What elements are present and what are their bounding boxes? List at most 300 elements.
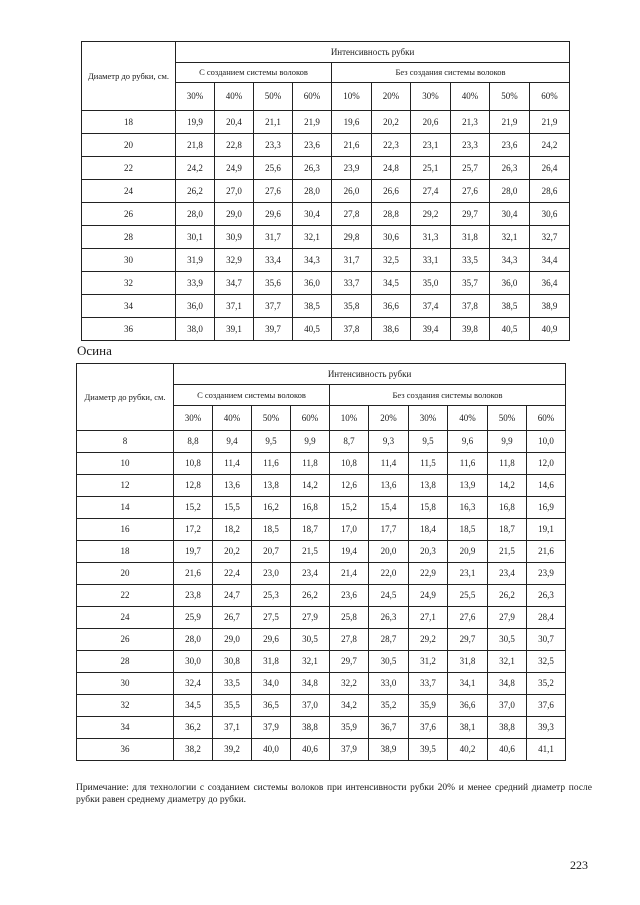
- table-row: [82, 226, 570, 249]
- value-cell: 31,8: [451, 226, 490, 249]
- value-cell: 30,4: [490, 203, 530, 226]
- value-cell: 27,9: [488, 607, 527, 629]
- value-cell: 20,4: [215, 111, 254, 134]
- value-cell: 26,4: [530, 157, 570, 180]
- value-cell: 19,9: [176, 111, 215, 134]
- value-cell: 29,6: [254, 203, 293, 226]
- table-row: [82, 203, 570, 226]
- value-cell: 40,5: [293, 318, 332, 341]
- value-cell: 15,5: [213, 497, 252, 519]
- page-number: 223: [570, 858, 588, 872]
- table-row: [77, 585, 566, 607]
- value-cell: 25,1: [411, 157, 451, 180]
- value-cell: 27,1: [409, 607, 448, 629]
- value-cell: 9,6: [448, 431, 488, 453]
- value-cell: 35,9: [330, 717, 369, 739]
- value-cell: 25,7: [451, 157, 490, 180]
- value-cell: 11,6: [252, 453, 291, 475]
- diameter-cell: 34: [77, 717, 174, 739]
- value-cell: 15,2: [330, 497, 369, 519]
- value-cell: 17,0: [330, 519, 369, 541]
- value-cell: 34,1: [448, 673, 488, 695]
- value-cell: 13,8: [409, 475, 448, 497]
- value-cell: 18,4: [409, 519, 448, 541]
- value-cell: 21,6: [174, 563, 213, 585]
- value-cell: 35,2: [527, 673, 566, 695]
- value-cell: 28,8: [372, 203, 411, 226]
- value-cell: 33,9: [176, 272, 215, 295]
- value-cell: 11,8: [488, 453, 527, 475]
- value-cell: 29,2: [411, 203, 451, 226]
- value-cell: 27,4: [411, 180, 451, 203]
- value-cell: 23,4: [488, 563, 527, 585]
- diameter-cell: 24: [77, 607, 174, 629]
- value-cell: 18,2: [213, 519, 252, 541]
- percent-header: 40%: [213, 406, 252, 431]
- value-cell: 37,8: [451, 295, 490, 318]
- value-cell: 37,6: [409, 717, 448, 739]
- value-cell: 24,8: [372, 157, 411, 180]
- value-cell: 34,7: [215, 272, 254, 295]
- value-cell: 24,9: [215, 157, 254, 180]
- value-cell: 39,2: [213, 739, 252, 761]
- value-cell: 38,5: [490, 295, 530, 318]
- value-cell: 11,4: [369, 453, 409, 475]
- table-row: [77, 431, 566, 453]
- value-cell: 24,2: [530, 134, 570, 157]
- value-cell: 25,3: [252, 585, 291, 607]
- value-cell: 31,3: [411, 226, 451, 249]
- diameter-cell: 10: [77, 453, 174, 475]
- value-cell: 34,4: [530, 249, 570, 272]
- value-cell: 41,1: [527, 739, 566, 761]
- table-row: [77, 651, 566, 673]
- value-cell: 9,3: [369, 431, 409, 453]
- value-cell: 27,6: [254, 180, 293, 203]
- value-cell: 30,4: [293, 203, 332, 226]
- percent-header: 60%: [293, 83, 332, 111]
- value-cell: 28,7: [369, 629, 409, 651]
- value-cell: 20,2: [372, 111, 411, 134]
- diameter-cell: 22: [82, 157, 176, 180]
- value-cell: 21,9: [530, 111, 570, 134]
- value-cell: 26,3: [527, 585, 566, 607]
- value-cell: 29,2: [409, 629, 448, 651]
- diameter-cell: 14: [77, 497, 174, 519]
- value-cell: 25,8: [330, 607, 369, 629]
- value-cell: 30,8: [213, 651, 252, 673]
- value-cell: 13,9: [448, 475, 488, 497]
- value-cell: 27,0: [215, 180, 254, 203]
- value-cell: 21,9: [293, 111, 332, 134]
- value-cell: 39,7: [254, 318, 293, 341]
- value-cell: 28,0: [293, 180, 332, 203]
- value-cell: 29,7: [451, 203, 490, 226]
- value-cell: 26,7: [213, 607, 252, 629]
- value-cell: 32,1: [490, 226, 530, 249]
- value-cell: 24,7: [213, 585, 252, 607]
- data-table-1: [81, 41, 570, 341]
- percent-header: 40%: [215, 83, 254, 111]
- value-cell: 39,5: [409, 739, 448, 761]
- value-cell: 18,7: [488, 519, 527, 541]
- value-cell: 33,5: [451, 249, 490, 272]
- value-cell: 21,8: [176, 134, 215, 157]
- value-cell: 23,3: [254, 134, 293, 157]
- value-cell: 37,6: [527, 695, 566, 717]
- percent-header: 30%: [174, 406, 213, 431]
- value-cell: 23,6: [490, 134, 530, 157]
- value-cell: 36,0: [176, 295, 215, 318]
- diameter-cell: 24: [82, 180, 176, 203]
- value-cell: 32,1: [488, 651, 527, 673]
- value-cell: 31,2: [409, 651, 448, 673]
- percent-header: 60%: [291, 406, 330, 431]
- value-cell: 14,2: [291, 475, 330, 497]
- table-body: [77, 431, 566, 761]
- value-cell: 39,3: [527, 717, 566, 739]
- value-cell: 30,7: [527, 629, 566, 651]
- value-cell: 11,6: [448, 453, 488, 475]
- value-cell: 31,7: [332, 249, 372, 272]
- value-cell: 32,7: [530, 226, 570, 249]
- value-cell: 23,6: [330, 585, 369, 607]
- value-cell: 26,0: [332, 180, 372, 203]
- value-cell: 32,2: [330, 673, 369, 695]
- value-cell: 14,2: [488, 475, 527, 497]
- value-cell: 38,1: [448, 717, 488, 739]
- value-cell: 27,8: [330, 629, 369, 651]
- value-cell: 16,3: [448, 497, 488, 519]
- value-cell: 17,7: [369, 519, 409, 541]
- value-cell: 20,7: [252, 541, 291, 563]
- value-cell: 12,8: [174, 475, 213, 497]
- percent-header: 30%: [176, 83, 215, 111]
- value-cell: 38,8: [488, 717, 527, 739]
- value-cell: 23,6: [293, 134, 332, 157]
- value-cell: 33,4: [254, 249, 293, 272]
- percent-header: 20%: [372, 83, 411, 111]
- value-cell: 37,0: [291, 695, 330, 717]
- value-cell: 36,4: [530, 272, 570, 295]
- value-cell: 34,8: [488, 673, 527, 695]
- value-cell: 9,4: [213, 431, 252, 453]
- value-cell: 32,4: [174, 673, 213, 695]
- value-cell: 40,0: [252, 739, 291, 761]
- value-cell: 37,1: [215, 295, 254, 318]
- percent-header: 10%: [332, 83, 372, 111]
- percent-header: 30%: [409, 406, 448, 431]
- value-cell: 23,1: [411, 134, 451, 157]
- table-row: [77, 607, 566, 629]
- value-cell: 38,0: [176, 318, 215, 341]
- table-row: [77, 541, 566, 563]
- diameter-cell: 30: [82, 249, 176, 272]
- value-cell: 28,0: [490, 180, 530, 203]
- data-table-2: [76, 363, 566, 761]
- value-cell: 29,0: [215, 203, 254, 226]
- with-skid-trails-header: С созданием системы волоков: [174, 385, 330, 406]
- value-cell: 30,5: [291, 629, 330, 651]
- value-cell: 40,5: [490, 318, 530, 341]
- value-cell: 16,8: [291, 497, 330, 519]
- value-cell: 38,2: [174, 739, 213, 761]
- diameter-column-header: Диаметр до рубки, см.: [82, 42, 176, 111]
- diameter-cell: 36: [77, 739, 174, 761]
- value-cell: 34,2: [330, 695, 369, 717]
- value-cell: 35,7: [451, 272, 490, 295]
- percent-header: 60%: [530, 83, 570, 111]
- value-cell: 8,8: [174, 431, 213, 453]
- value-cell: 22,8: [215, 134, 254, 157]
- value-cell: 20,0: [369, 541, 409, 563]
- diameter-cell: 32: [82, 272, 176, 295]
- value-cell: 34,8: [291, 673, 330, 695]
- value-cell: 23,8: [174, 585, 213, 607]
- value-cell: 26,3: [369, 607, 409, 629]
- percent-header: 50%: [252, 406, 291, 431]
- percent-header: 30%: [411, 83, 451, 111]
- value-cell: 13,8: [252, 475, 291, 497]
- value-cell: 37,9: [330, 739, 369, 761]
- diameter-cell: 18: [82, 111, 176, 134]
- value-cell: 21,5: [291, 541, 330, 563]
- value-cell: 12,6: [330, 475, 369, 497]
- value-cell: 24,2: [176, 157, 215, 180]
- percent-header: 10%: [330, 406, 369, 431]
- value-cell: 32,1: [293, 226, 332, 249]
- value-cell: 35,5: [213, 695, 252, 717]
- value-cell: 32,5: [372, 249, 411, 272]
- value-cell: 37,1: [213, 717, 252, 739]
- without-skid-trails-header: Без создания системы волоков: [332, 63, 570, 83]
- value-cell: 36,6: [448, 695, 488, 717]
- value-cell: 15,2: [174, 497, 213, 519]
- value-cell: 26,3: [490, 157, 530, 180]
- value-cell: 16,9: [527, 497, 566, 519]
- value-cell: 33,0: [369, 673, 409, 695]
- value-cell: 10,8: [174, 453, 213, 475]
- diameter-cell: 8: [77, 431, 174, 453]
- value-cell: 36,5: [252, 695, 291, 717]
- percent-header: 50%: [254, 83, 293, 111]
- value-cell: 34,3: [293, 249, 332, 272]
- table-body: [82, 111, 570, 341]
- value-cell: 9,5: [252, 431, 291, 453]
- value-cell: 21,6: [332, 134, 372, 157]
- value-cell: 30,6: [530, 203, 570, 226]
- diameter-cell: 28: [82, 226, 176, 249]
- value-cell: 36,7: [369, 717, 409, 739]
- percent-header: 50%: [488, 406, 527, 431]
- value-cell: 11,8: [291, 453, 330, 475]
- value-cell: 34,5: [372, 272, 411, 295]
- value-cell: 25,9: [174, 607, 213, 629]
- table-row: [82, 318, 570, 341]
- value-cell: 21,4: [330, 563, 369, 585]
- value-cell: 30,0: [174, 651, 213, 673]
- table-row: [77, 673, 566, 695]
- value-cell: 22,3: [372, 134, 411, 157]
- value-cell: 36,2: [174, 717, 213, 739]
- value-cell: 23,4: [291, 563, 330, 585]
- value-cell: 27,6: [451, 180, 490, 203]
- footnote: Примечание: для технологии с созданием системы волоков при интенсивности рубки 20% и менее средний диаметр после рубки равен среднему диаметру до рубки.: [76, 783, 592, 805]
- value-cell: 23,9: [332, 157, 372, 180]
- value-cell: 28,0: [176, 203, 215, 226]
- table-row: [82, 180, 570, 203]
- value-cell: 40,2: [448, 739, 488, 761]
- value-cell: 29,7: [448, 629, 488, 651]
- value-cell: 23,0: [252, 563, 291, 585]
- table-row: [77, 629, 566, 651]
- value-cell: 20,6: [411, 111, 451, 134]
- value-cell: 15,4: [369, 497, 409, 519]
- value-cell: 21,1: [254, 111, 293, 134]
- table-row: [82, 157, 570, 180]
- table-row: [82, 272, 570, 295]
- value-cell: 35,8: [332, 295, 372, 318]
- value-cell: 38,6: [372, 318, 411, 341]
- value-cell: 21,5: [488, 541, 527, 563]
- value-cell: 32,9: [215, 249, 254, 272]
- value-cell: 36,0: [293, 272, 332, 295]
- value-cell: 24,9: [409, 585, 448, 607]
- value-cell: 13,6: [213, 475, 252, 497]
- value-cell: 32,1: [291, 651, 330, 673]
- value-cell: 35,9: [409, 695, 448, 717]
- value-cell: 38,8: [291, 717, 330, 739]
- value-cell: 33,1: [411, 249, 451, 272]
- value-cell: 26,3: [293, 157, 332, 180]
- percent-header: 50%: [490, 83, 530, 111]
- diameter-cell: 16: [77, 519, 174, 541]
- value-cell: 34,5: [174, 695, 213, 717]
- value-cell: 40,9: [530, 318, 570, 341]
- diameter-cell: 20: [77, 563, 174, 585]
- value-cell: 9,9: [488, 431, 527, 453]
- value-cell: 18,7: [291, 519, 330, 541]
- section-title: Осина: [77, 343, 112, 358]
- value-cell: 27,9: [291, 607, 330, 629]
- value-cell: 36,0: [490, 272, 530, 295]
- value-cell: 38,9: [530, 295, 570, 318]
- value-cell: 28,6: [530, 180, 570, 203]
- value-cell: 34,3: [490, 249, 530, 272]
- diameter-cell: 36: [82, 318, 176, 341]
- value-cell: 30,5: [488, 629, 527, 651]
- value-cell: 20,9: [448, 541, 488, 563]
- intensity-header: Интенсивность рубки: [176, 42, 570, 63]
- value-cell: 37,0: [488, 695, 527, 717]
- value-cell: 19,4: [330, 541, 369, 563]
- value-cell: 23,1: [448, 563, 488, 585]
- value-cell: 33,7: [409, 673, 448, 695]
- value-cell: 9,5: [409, 431, 448, 453]
- value-cell: 27,6: [448, 607, 488, 629]
- table-row: [77, 717, 566, 739]
- value-cell: 23,3: [451, 134, 490, 157]
- table-row: [77, 695, 566, 717]
- percent-header: 40%: [451, 83, 490, 111]
- value-cell: 15,8: [409, 497, 448, 519]
- value-cell: 27,5: [252, 607, 291, 629]
- value-cell: 39,4: [411, 318, 451, 341]
- value-cell: 40,6: [488, 739, 527, 761]
- value-cell: 20,2: [213, 541, 252, 563]
- value-cell: 23,9: [527, 563, 566, 585]
- value-cell: 25,6: [254, 157, 293, 180]
- value-cell: 22,0: [369, 563, 409, 585]
- value-cell: 39,8: [451, 318, 490, 341]
- table-row: [82, 111, 570, 134]
- value-cell: 33,5: [213, 673, 252, 695]
- diameter-cell: 26: [82, 203, 176, 226]
- value-cell: 36,6: [372, 295, 411, 318]
- diameter-cell: 26: [77, 629, 174, 651]
- value-cell: 10,0: [527, 431, 566, 453]
- value-cell: 18,5: [448, 519, 488, 541]
- value-cell: 35,0: [411, 272, 451, 295]
- value-cell: 18,5: [252, 519, 291, 541]
- without-skid-trails-header: Без создания системы волоков: [330, 385, 566, 406]
- value-cell: 11,5: [409, 453, 448, 475]
- percent-header: 20%: [369, 406, 409, 431]
- table-row: [77, 519, 566, 541]
- value-cell: 31,8: [448, 651, 488, 673]
- percent-header: 60%: [527, 406, 566, 431]
- value-cell: 37,8: [332, 318, 372, 341]
- value-cell: 28,0: [174, 629, 213, 651]
- value-cell: 35,6: [254, 272, 293, 295]
- table-row: [77, 497, 566, 519]
- value-cell: 21,9: [490, 111, 530, 134]
- value-cell: 38,9: [369, 739, 409, 761]
- value-cell: 37,7: [254, 295, 293, 318]
- value-cell: 12,0: [527, 453, 566, 475]
- value-cell: 38,5: [293, 295, 332, 318]
- value-cell: 19,1: [527, 519, 566, 541]
- value-cell: 16,2: [252, 497, 291, 519]
- value-cell: 32,5: [527, 651, 566, 673]
- value-cell: 28,4: [527, 607, 566, 629]
- value-cell: 30,6: [372, 226, 411, 249]
- value-cell: 8,7: [330, 431, 369, 453]
- value-cell: 37,4: [411, 295, 451, 318]
- value-cell: 26,2: [291, 585, 330, 607]
- percent-header: 40%: [448, 406, 488, 431]
- table-row: [82, 295, 570, 318]
- diameter-cell: 18: [77, 541, 174, 563]
- diameter-cell: 28: [77, 651, 174, 673]
- value-cell: 14,6: [527, 475, 566, 497]
- value-cell: 25,5: [448, 585, 488, 607]
- value-cell: 22,9: [409, 563, 448, 585]
- value-cell: 22,4: [213, 563, 252, 585]
- value-cell: 20,3: [409, 541, 448, 563]
- value-cell: 29,6: [252, 629, 291, 651]
- value-cell: 26,6: [372, 180, 411, 203]
- value-cell: 16,8: [488, 497, 527, 519]
- table-row: [77, 739, 566, 761]
- diameter-cell: 12: [77, 475, 174, 497]
- value-cell: 33,7: [332, 272, 372, 295]
- with-skid-trails-header: С созданием системы волоков: [176, 63, 332, 83]
- diameter-cell: 34: [82, 295, 176, 318]
- value-cell: 34,0: [252, 673, 291, 695]
- value-cell: 10,8: [330, 453, 369, 475]
- value-cell: 29,0: [213, 629, 252, 651]
